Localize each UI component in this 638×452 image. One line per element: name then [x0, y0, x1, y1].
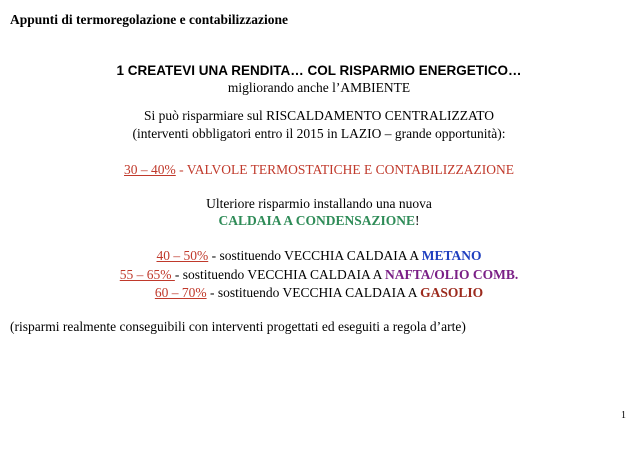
footer-note: (risparmi realmente conseguibili con interventi progettati ed eseguiti a regola d’arte) — [10, 319, 466, 334]
saving-text: - sostituendo VECCHIA CALDAIA A — [174, 267, 385, 282]
condensing-boiler-label: CALDAIA A CONDENSAZIONE — [218, 213, 416, 228]
condensing-line-1: Ulteriore risparmio installando una nuova — [206, 196, 432, 211]
fuel-label-methane: METANO — [421, 248, 482, 263]
saving-text: - sostituendo VECCHIA CALDAIA A — [208, 248, 422, 263]
document-header: Appunti di termoregolazione e contabilizzazione — [10, 12, 288, 27]
valves-percentage: 30 – 40% — [124, 162, 176, 177]
condensing-suffix: ! — [415, 213, 420, 228]
intro-line-2: (interventi obbligatori entro il 2015 in LAZIO – grande opportunità): — [132, 126, 506, 141]
condensing-line-2 — [0, 213, 638, 229]
saving-text: - sostituendo VECCHIA CALDAIA A — [206, 285, 421, 300]
saving-percentage: 40 – 50% — [156, 248, 209, 263]
saving-row-diesel — [0, 285, 638, 301]
page-number: 1 — [621, 410, 626, 421]
section-subtitle: migliorando anche l’AMBIENTE — [227, 80, 411, 95]
valves-text: - VALVOLE TERMOSTATICHE E CONTABILIZZAZIONE — [175, 162, 514, 177]
valves-line — [0, 162, 638, 178]
saving-row-oil — [0, 267, 638, 283]
saving-row-methane — [0, 248, 638, 264]
fuel-label-oil: NAFTA/OLIO COMB. — [385, 267, 519, 282]
fuel-label-diesel: GASOLIO — [420, 285, 484, 300]
intro-line-1: Si può risparmiare sul RISCALDAMENTO CENTRALIZZATO — [143, 108, 495, 123]
section-title: 1 CREATEVI UNA RENDITA… COL RISPARMIO ENERGETICO… — [116, 63, 522, 78]
saving-percentage: 55 – 65% — [119, 267, 175, 282]
saving-percentage: 60 – 70% — [154, 285, 207, 300]
